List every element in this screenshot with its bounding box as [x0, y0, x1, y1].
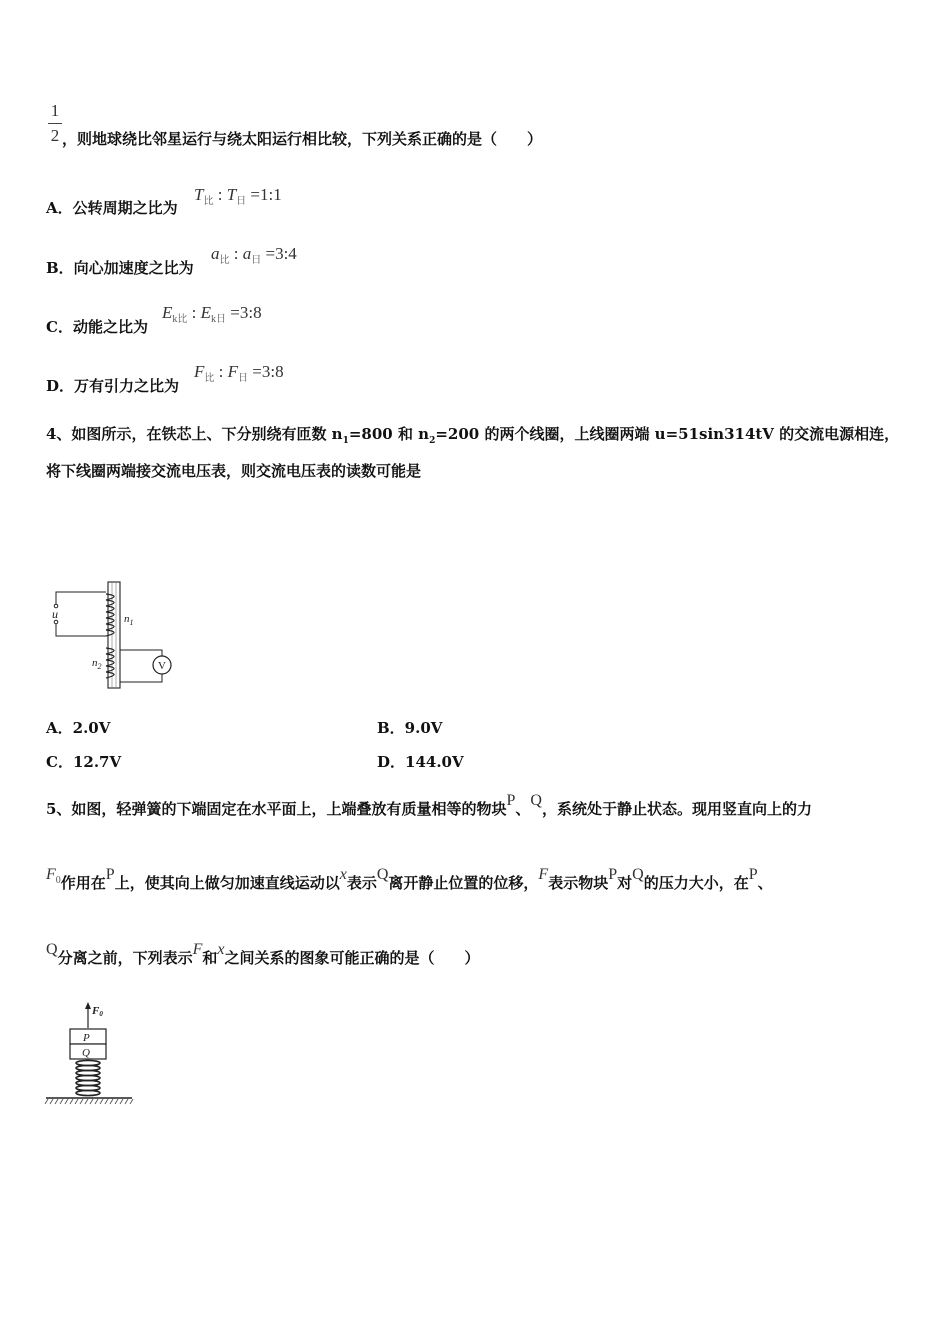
q3-option-d: [46, 375, 179, 396]
voltmeter-label: V: [158, 660, 166, 672]
q3-option-c-formula: $E_{k比}$ : $E_{k日}$ =3:8: [162, 303, 262, 325]
q3-option-b: [46, 257, 194, 278]
fraction-numerator: 1: [50, 101, 60, 120]
q4-option-c: C．12.7V: [46, 753, 122, 771]
block-p-label: P: [83, 1032, 90, 1044]
q3-option-b-formula: $a_比$ : $a_日$ =3:4: [211, 244, 297, 266]
q4-option-a: A．2.0V: [46, 719, 111, 737]
coil-label-n2: $n_2$: [92, 657, 102, 671]
q3-option-b-label: B．向心加速度之比为: [46, 259, 194, 277]
q5-stem-line3: Q分离之前，下列表示F和x之间关系的图象可能正确的是（ ）: [46, 941, 480, 967]
q3-option-c-label: C．动能之比为: [46, 318, 148, 336]
source-label-u: u: [52, 607, 58, 621]
q5-stem-line1: 5、如图，轻弹簧的下端固定在水平面上，上端叠放有质量相等的物块P、Q，系统处于静止状态。现用竖直向上的力: [46, 792, 812, 818]
q3-option-c: [46, 316, 148, 337]
coil-label-n1: $n_1$: [124, 613, 134, 627]
fraction-denominator: 2: [50, 126, 60, 145]
q3-option-d-label: D．万有引力之比为: [46, 377, 180, 395]
q4-option-b: B．9.0V: [377, 719, 443, 737]
q4-option-d: D．144.0V: [377, 753, 464, 771]
q3-option-d-formula: $F_比$ : $F_日$ =3:8: [194, 362, 284, 384]
block-q-label: Q: [82, 1047, 90, 1059]
transformer-figure: [44, 578, 184, 692]
q3-stem: [62, 128, 542, 149]
spring: [76, 1060, 100, 1095]
q3-option-a: [46, 197, 178, 218]
spring-block-figure: [44, 1000, 136, 1110]
force-label: F0: [92, 1005, 103, 1018]
q4-stem-line2: 将下线圈两端接交流电压表，则交流电压表的读数可能是: [46, 462, 422, 480]
q4-stem-line1: 4、如图所示，在铁芯上、下分别绕有匝数 $n_1=800$ 和 $n_2=200$ 的两个线圈，上线圈两端 u=51sin314tV 的交流电源相连，: [46, 425, 900, 446]
q3-stem-text: ，则地球绕比邻星运行与绕太阳运行相比较，下列关系正确的是（ ）: [62, 130, 543, 148]
q3-option-a-formula: $T_比$ : $T_日$ =1:1: [194, 185, 282, 207]
q3-option-a-label: A．公转周期之比为: [46, 199, 178, 217]
q5-stem-line2: $F_0$作用在P上，使其向上做匀加速直线运动以x表示Q离开静止位置的位移，F表示物块P对Q的压力大小，在P、: [46, 866, 773, 892]
